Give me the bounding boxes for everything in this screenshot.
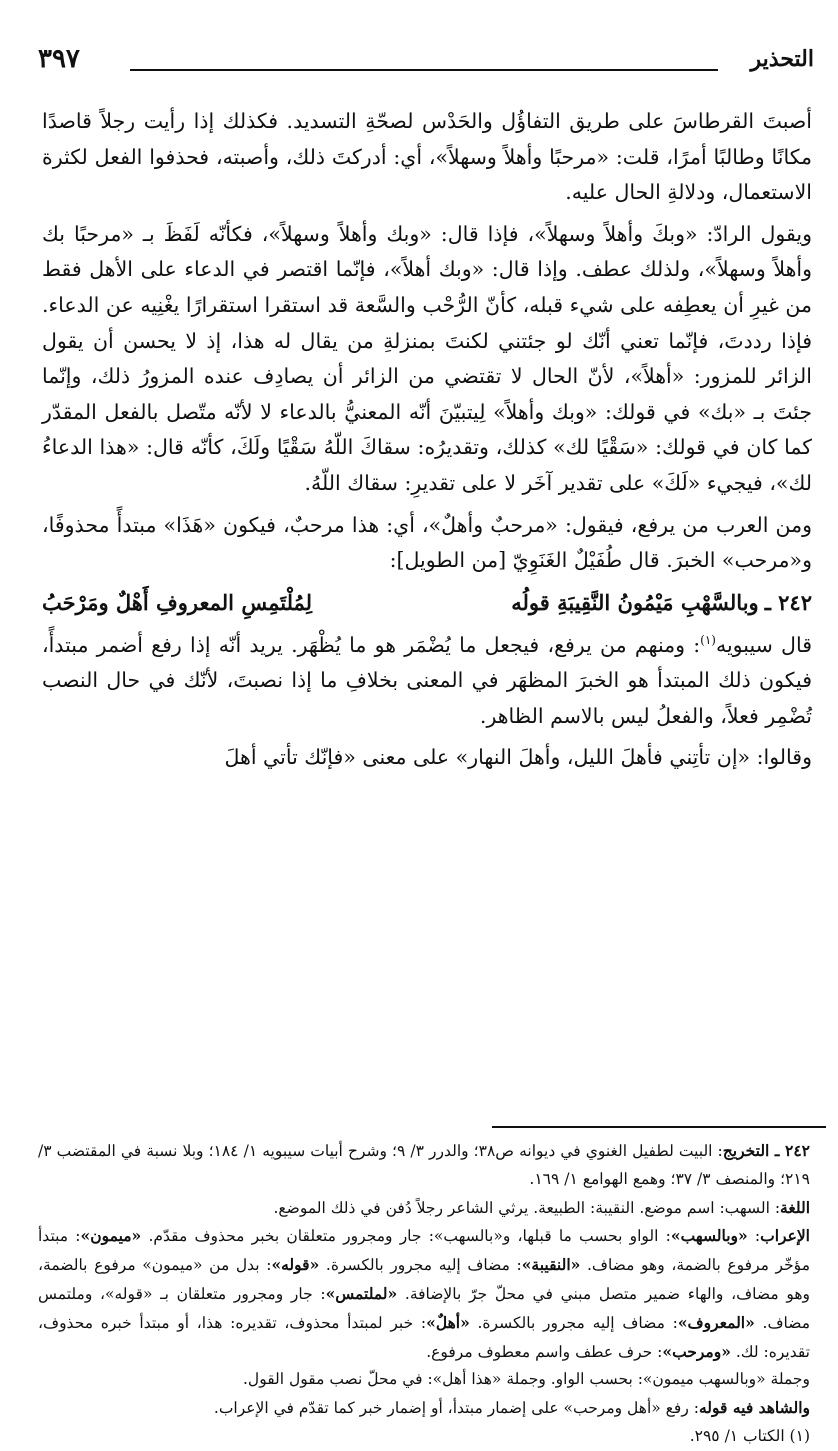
note-text: : مضاف إليه مجرور بالكسرة.: [319, 1256, 522, 1275]
verse-second-hemistich: لِمُلْتَمِسِ المعروفِ أَهْلٌ ومَرْحَبُ: [42, 589, 313, 615]
note-text: : الواو بحسب ما قبلها، و«بالسهب»: جار ومجرور متعلقان بخبر محذوف مقدّم.: [141, 1227, 671, 1246]
footnote-rule: [492, 1126, 826, 1128]
main-text: [42, 104, 812, 782]
poetry-verse: [42, 585, 812, 621]
note-irab: [38, 1222, 810, 1366]
note-lugha: [38, 1194, 810, 1223]
header-rule: [130, 69, 718, 71]
paragraph: [42, 623, 812, 735]
note-text: : جار ومجرور متعلقان بـ «قوله»، وملتمس مضاف.: [38, 1284, 811, 1332]
note-takhrij: [38, 1137, 810, 1194]
text-span: قال سيبويه: [715, 632, 812, 657]
verse-number: ٢٤٢ ـ: [764, 589, 812, 615]
footnote: (١) الكتاب ١/ ٢٩٥.: [689, 1426, 810, 1445]
note-keyword: «أهلٌ»: [426, 1312, 470, 1332]
paragraph: وقالوا: «إن تأتِني فأهلَ الليل، وأهلَ النهار» على معنى «فإنّك تأتي أهلَ: [224, 745, 812, 770]
note-label: ٢٤٢ ـ التخريج: [722, 1141, 810, 1160]
note-text: : مضاف إليه مجرور بالكسرة.: [469, 1313, 678, 1332]
verse-first-hemistich: وبالسَّهْبِ مَيْمُونُ النَّقِيبَةِ قولُه: [511, 589, 759, 615]
note-text: : خبر لمبتدأ محذوف، تقديره: هذا، أو مبتدأ خبره محذوف، تقديره: لك.: [38, 1313, 810, 1361]
note-keyword: «المعروف»: [677, 1312, 755, 1332]
notes-section: [38, 1137, 810, 1451]
note-shahid: [38, 1394, 810, 1423]
note-keyword: «قوله»: [271, 1255, 320, 1275]
paragraph: ويقول الرادّ: «وبكَ وأهلاً وسهلاً»، فإذا قال: «وبك وأهلاً وسهلاً»، فكأنّه لَفَظَ بـ «مرحبًا بك وأهلاً وسهلاً»، ولذلك عطف. وإذا قال: «وبك أهلاً»، فإنّما اقتصر في الدعاء على الأهل فقط من غيرِ أن يعطِفه على شيء قبله، كأنّ الرُّحْب والسَّعة قد استقرا استقرارًا يغْنِيه عن الدعاء. فإذا رددتَ، فإنّما تعني أنّك لو جئتني لكنتَ بمنزلةِ من يقال له هذا، إذ لا يحسن أن يقول الزائر للمزور: «أهلاً»، لأنّ الحال لا تقتضي من الزائر أن يصادِف عنده المزورُ ذلك، وإنّما جئتَ بـ «بك» في قولك: «وبك وأهلاً» لِيتبيّنَ أنّه المعنيُّ بالدعاء لا لأنّه متّصل بالفعل المقدّر كما كان في قولك: «سَقْيًا لك» كذلك، وتقديرُه: سقاكَ اللّهُ سَقْيًا ولَكَ، كأنّه قال: «هذا الدعاءُ لك»، فيجيء «لَكَ» على تقدير آخَر لا على تقديرِ: سقاك اللّهُ.: [42, 221, 812, 495]
note-text: : بدل من «ميمون» مرفوع بالضمة، وهو مضاف، والهاء ضمير متصل مبني في محلّ جرّ بالإضافة.: [38, 1256, 810, 1303]
note-keyword: «لملتمس»: [325, 1283, 398, 1303]
note-keyword: «ومرحب»: [662, 1341, 731, 1361]
running-title: التحذير: [750, 46, 814, 72]
note-text: :: [747, 1227, 761, 1246]
note-keyword: «ميمون»: [80, 1226, 142, 1246]
note-keyword: «النقيبة»: [521, 1255, 581, 1275]
note-text: : رفع «أهل ومرحب» على إضمار مبتدأ، أو إضمار خبر كما تقدّم في الإعراب.: [213, 1399, 699, 1418]
note-keyword: «وبالسهب»: [670, 1226, 748, 1246]
text-span: : ومنهم من يرفع، فيجعل ما يُضْمَر هو ما يُظْهَر. يريد أنّه إذا رفع أضمر مبتدأً، فيكون ذلك المبتدأ هو الخبرَ المظهَر في المعنى بخلافِ ما إذا نصبتَ، لأنّك في حال النصب تُضْمِر فعلاً، والفعلُ ليس بالاسم الظاهر.: [42, 632, 812, 728]
note-label: والشاهد فيه قوله: [698, 1398, 810, 1418]
page-number: ٣٩٧: [38, 44, 80, 74]
note-text: : حرف عطف واسم معطوف مرفوع.: [426, 1342, 663, 1361]
note-text: : مبتدأ مؤخّر مرفوع بالضمة، وهو مضاف.: [38, 1227, 810, 1275]
note-text: : السهب: اسم موضع. النقيبة: الطبيعة. يرثي الشاعر رجلاً دُفن في ذلك الموضع.: [273, 1198, 781, 1217]
paragraph: ومن العرب من يرفع، فيقول: «مرحبٌ وأهلٌ»، أي: هذا مرحبٌ، فيكون «هَذَا» مبتدأً محذوفًا، و«مرحب» الخبرَ. قال طُفَيْلٌ الغَنَوِيّ [من الطويل]:: [42, 512, 812, 573]
note-label: اللغة: [780, 1197, 810, 1217]
note-text: : البيت لطفيل الغنوي في ديوانه ص٣٨؛ والدرر ٣/ ٩؛ وشرح أبيات سيبويه ١/ ١٨٤؛ وبلا نسبة في المقتضب ٣/ ٢١٩؛ والمنصف ٣/ ٣٧؛ وهمع الهوامع ١/ ١٦٩.: [38, 1142, 810, 1188]
note-jumal: وجملة «وبالسهب ميمون»: بحسب الواو. وجملة «هذا أهل»: في محلّ نصب مقول القول.: [243, 1370, 810, 1389]
note-label: الإعراب: [760, 1226, 810, 1246]
footnote-reference: (١): [700, 632, 716, 647]
running-header: [30, 44, 814, 84]
paragraph: أصبتَ القرطاسَ على طريق التفاؤُل والحَدْس لصحّةِ التسديد. فكذلك إذا رأيت رجلاً قاصدًا مكانًا وطالبًا أمرًا، قلت: «مرحبًا وأهلاً وسهلاً»، أي: أدركتَ ذلك، وأصبته، فحذفوا الفعل لكثرة الاستعمال، ودلالةِ الحال عليه.: [42, 109, 812, 205]
